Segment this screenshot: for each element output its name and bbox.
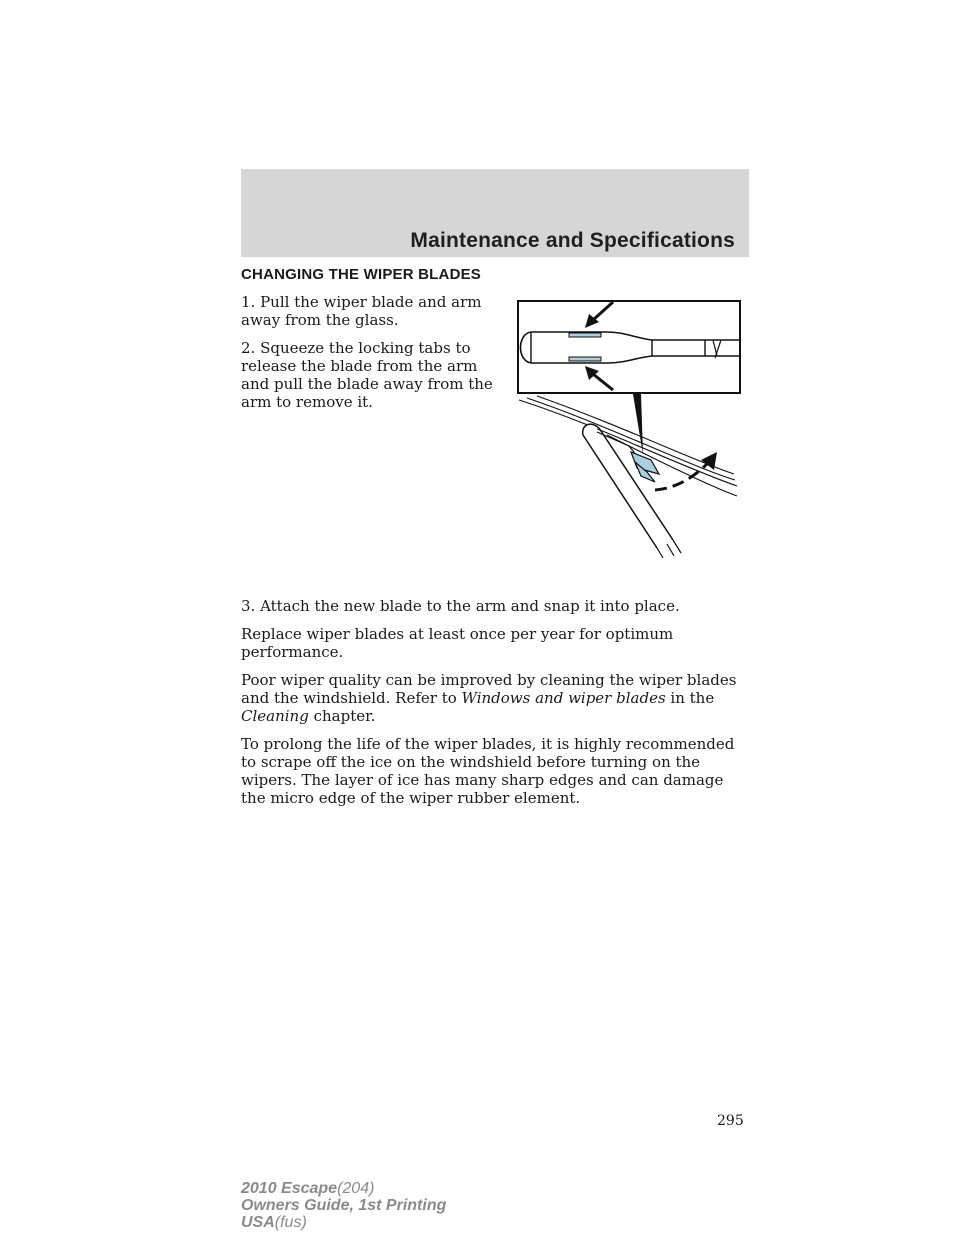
footer-model: 2010 Escape <box>241 1180 338 1197</box>
footer-market: USA <box>241 1214 275 1231</box>
locking-tab-top <box>569 333 601 337</box>
reference-chapter: Cleaning <box>241 707 309 725</box>
quality-text-after: chapter. <box>308 707 376 725</box>
footer-market-code: (fus) <box>274 1214 307 1231</box>
footer-line-3 <box>241 1214 446 1231</box>
reference-topic: Windows and wiper blades <box>461 689 666 707</box>
removal-arrow-icon <box>655 452 717 490</box>
footer-line-1 <box>241 1180 446 1197</box>
footer-line-2: Owners Guide, 1st Printing <box>241 1197 447 1214</box>
page-number: 295 <box>717 1113 744 1129</box>
wiper-blade-illustration <box>517 300 742 560</box>
section-heading: CHANGING THE WIPER BLADES <box>241 266 482 283</box>
header-band <box>241 169 749 257</box>
wiper-arm <box>583 424 681 558</box>
step-2: 2. Squeeze the locking tabs to release the blade from the arm and pull the blade away from the arm to remove it. <box>241 339 493 411</box>
quality-text-before: Poor wiper quality can be improved by cleaning the wiper blades and the windshield. Refer to <box>241 671 737 707</box>
paragraph-replace: Replace wiper blades at least once per year for optimum performance. <box>241 625 674 661</box>
inset-detail <box>518 301 740 393</box>
paragraph-quality <box>241 671 751 725</box>
step-3: 3. Attach the new blade to the arm and snap it into place. <box>241 597 680 615</box>
footer-model-code: (204) <box>337 1180 375 1197</box>
paragraph-ice: To prolong the life of the wiper blades, it is highly recommended to scrape off the ice on the windshield before turning on the wipers. The layer of ice has many sharp edges and can damage the micro edge of the wiper rubber element. <box>241 735 735 807</box>
step-1: 1. Pull the wiper blade and arm away from the glass. <box>241 293 482 329</box>
quality-text-middle: in the <box>665 689 715 707</box>
footer <box>241 1180 446 1231</box>
locking-tab-bottom <box>569 357 601 361</box>
section-title: Maintenance and Specifications <box>410 229 735 252</box>
blade-connector <box>631 452 659 482</box>
